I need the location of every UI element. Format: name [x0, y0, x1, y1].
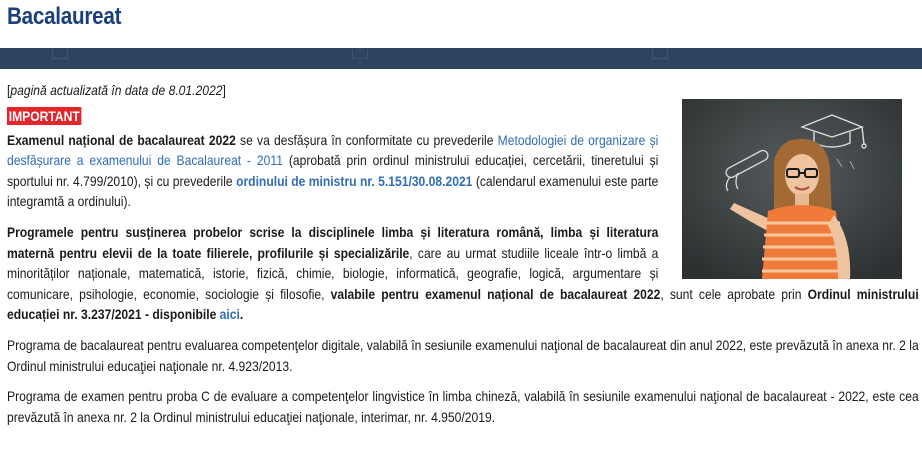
order-link[interactable]: ordinului de ministru nr. 5.151/30.08.2021 [236, 172, 473, 189]
methodology-link[interactable]: Metodologiei de organizare și desfășurare a examenului de Bacalaureat - 2011 [7, 131, 659, 169]
paragraph-digital: Programa de bacalaureat pentru evaluarea competenţelor digitale, valabilă în sesiunile examenului naţional de bacalaureat din anul 2022, este prevăzută în anexa nr. 2 la Ordinul ministrului educaţiei naţionale nr. 4.923/2013. [7, 336, 919, 374]
decorative-mark [52, 50, 68, 59]
text: (aprobată prin ordinul ministrului educației, cercetării, tineretului și sportului nr. 4.799/2010), și cu prevederile [7, 152, 659, 189]
bold-text: . [239, 306, 244, 323]
text: se va desfășura în conformitate cu prevederile [235, 131, 498, 148]
decorative-mark [352, 50, 368, 59]
text: , care au urmat studiile liceale într-o limbă a minorităților naționale, matematică, istorie, fizică, chimie, biologie, informatică, geografie, logică, argumentare și comunicare, psihologie, economie, sociologie și filosofie, [7, 244, 659, 302]
header-band [0, 48, 922, 69]
image-spacer [670, 80, 918, 280]
bold-text: Ordinul ministrului educației nr. 3.237/2021 - disponibile [7, 285, 919, 323]
page-title: Bacalaureat [7, 3, 122, 30]
text: , sunt cele aprobate prin [660, 285, 808, 302]
bold-text: valabile pentru examenul național de bacalaureat 2022 [330, 285, 661, 302]
important-badge: IMPORTANT [8, 107, 80, 124]
here-link[interactable]: aici [219, 306, 240, 323]
update-note: [pagină actualizată în data de 8.01.2022] [7, 82, 226, 98]
paragraph-chinese: Programa de examen pentru proba C de evaluare a competenţelor lingvistice în limba chineză, valabilă în sesiunile examenului naţional de bacalaureat - 2022, este cea prevăzută în anexa nr. 2 la Ordinul ministrului educaţiei naţionale, interimar, nr. 4.950/2019. [7, 388, 919, 425]
exam-heading: Examenul național de bacalaureat 2022 [7, 131, 236, 148]
update-date: pagină actualizată în data de 8.01.2022 [10, 82, 223, 98]
text: (calendarul examenului este parte integramtă a ordinului). [7, 172, 659, 210]
decorative-mark [652, 50, 668, 59]
main-content [7, 80, 919, 437]
programs-heading: Programele pentru susținerea probelor scrise la disciplinele limba și literatura română, limba și literatura maternă pentru elevii de la toate filierele, profilurile și specializările [7, 223, 659, 261]
